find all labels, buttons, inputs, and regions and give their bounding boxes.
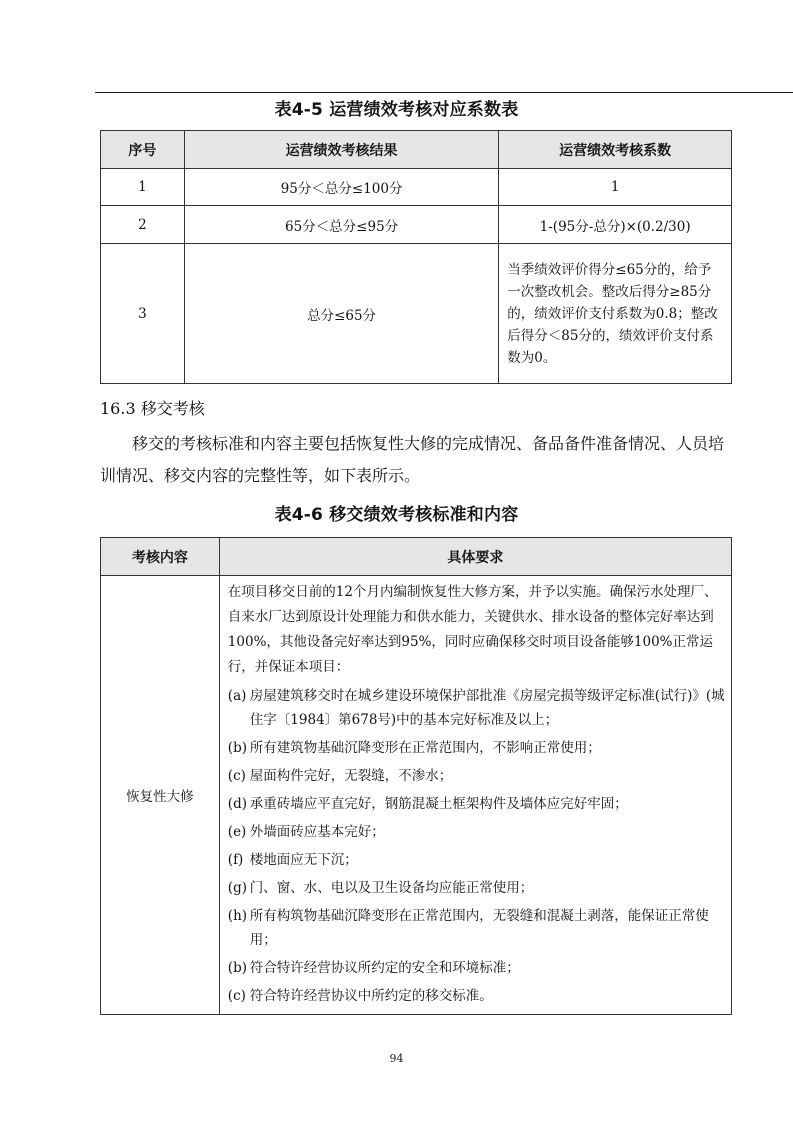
list-text: 所有建筑物基础沉降变形在正常范围内，不影响正常使用； bbox=[249, 740, 601, 756]
requirements-cell bbox=[219, 576, 731, 1015]
table-header-row bbox=[101, 131, 732, 169]
table-row bbox=[101, 169, 732, 206]
list-marker: (a) bbox=[227, 688, 247, 704]
table-row bbox=[101, 576, 732, 1015]
list-text: 承重砖墙应平直完好，钢筋混凝土框架构件及墙体应完好牢固； bbox=[249, 796, 628, 812]
list-marker: (f) bbox=[227, 852, 244, 868]
list-item bbox=[228, 952, 725, 980]
list-item bbox=[228, 900, 725, 952]
table-row bbox=[101, 244, 732, 384]
row-index: 3 bbox=[101, 244, 185, 384]
list-marker: (b) bbox=[227, 960, 247, 976]
row-index: 1 bbox=[101, 169, 185, 206]
assessment-key: 恢复性大修 bbox=[101, 576, 220, 1015]
list-text: 符合特许经营协议中所约定的移交标准。 bbox=[249, 988, 493, 1004]
row-coefficient: 1 bbox=[499, 169, 732, 206]
section-paragraph: 移交的考核标准和内容主要包括恢复性大修的完成情况、备品备件准备情况、人员培训情况、移交内容的完整性等，如下表所示。 bbox=[100, 434, 725, 485]
list-item bbox=[228, 844, 725, 872]
list-marker: (b) bbox=[227, 740, 247, 756]
list-marker: (d) bbox=[227, 796, 247, 812]
list-item bbox=[228, 680, 725, 732]
list-marker: (g) bbox=[227, 880, 247, 896]
row-coefficient: 当季绩效评价得分≤65分的，给予一次整改机会。整改后得分≥85分的，绩效评价支付系数为0.8；整改后得分＜85分的，绩效评价支付系数为0。 bbox=[499, 244, 732, 384]
list-item bbox=[228, 760, 725, 788]
list-text: 房屋建筑移交时在城乡建设环境保护部批准《房屋完损等级评定标准(试行)》(城住字〔1984〕第678号)中的基本完好标准及以上； bbox=[249, 688, 725, 728]
list-marker: (c) bbox=[227, 768, 246, 784]
row-result: 总分≤65分 bbox=[184, 244, 498, 384]
list-item bbox=[228, 872, 725, 900]
col-header-requirements: 具体要求 bbox=[219, 538, 731, 576]
list-item bbox=[228, 732, 725, 760]
table-4-5-caption: 表4-5 运营绩效考核对应系数表 bbox=[274, 100, 519, 120]
list-marker: (e) bbox=[227, 824, 247, 840]
list-text: 外墙面砖应基本完好； bbox=[249, 824, 385, 840]
col-header-result: 运营绩效考核结果 bbox=[184, 131, 498, 169]
list-text: 所有构筑物基础沉降变形在正常范围内，无裂缝和混凝土剥落，能保证正常使用； bbox=[249, 908, 709, 948]
handover-assessment-table bbox=[100, 537, 732, 1015]
col-header-index: 序号 bbox=[101, 131, 185, 169]
list-text: 屋面构件完好，无裂缝，不渗水； bbox=[249, 768, 453, 784]
list-text: 楼地面应无下沉； bbox=[249, 852, 358, 868]
header-rule bbox=[95, 92, 793, 93]
requirements-intro: 在项目移交日前的12个月内编制恢复性大修方案，并予以实施。确保污水处理厂、自来水厂达到原设计处理能力和供水能力，关键供水、排水设备的整体完好率达到100%，其他设备完好率达到95%，同时应确保移交时项目设备能够100%正常运行，并保证本项目： bbox=[227, 584, 718, 675]
list-text: 符合特许经营协议所约定的安全和环境标准； bbox=[249, 960, 520, 976]
col-header-content: 考核内容 bbox=[101, 538, 220, 576]
list-marker: (h) bbox=[227, 908, 248, 924]
table-4-6-caption: 表4-6 移交绩效考核标准和内容 bbox=[274, 505, 519, 525]
row-result: 65分＜总分≤95分 bbox=[184, 206, 498, 244]
page-number: 94 bbox=[389, 1052, 404, 1065]
list-item bbox=[228, 816, 725, 844]
list-text: 门、窗、水、电以及卫生设备均应能正常使用； bbox=[249, 880, 534, 896]
performance-coefficient-table bbox=[100, 130, 732, 384]
table-header-row bbox=[101, 538, 732, 576]
list-item bbox=[228, 788, 725, 816]
row-index: 2 bbox=[101, 206, 185, 244]
col-header-coefficient: 运营绩效考核系数 bbox=[499, 131, 732, 169]
row-result: 95分＜总分≤100分 bbox=[184, 169, 498, 206]
list-marker: (c) bbox=[227, 988, 246, 1004]
section-heading: 16.3 移交考核 bbox=[100, 399, 205, 418]
table-row bbox=[101, 206, 732, 244]
list-item bbox=[228, 980, 725, 1008]
row-coefficient: 1-(95分-总分)×(0.2/30) bbox=[499, 206, 732, 244]
